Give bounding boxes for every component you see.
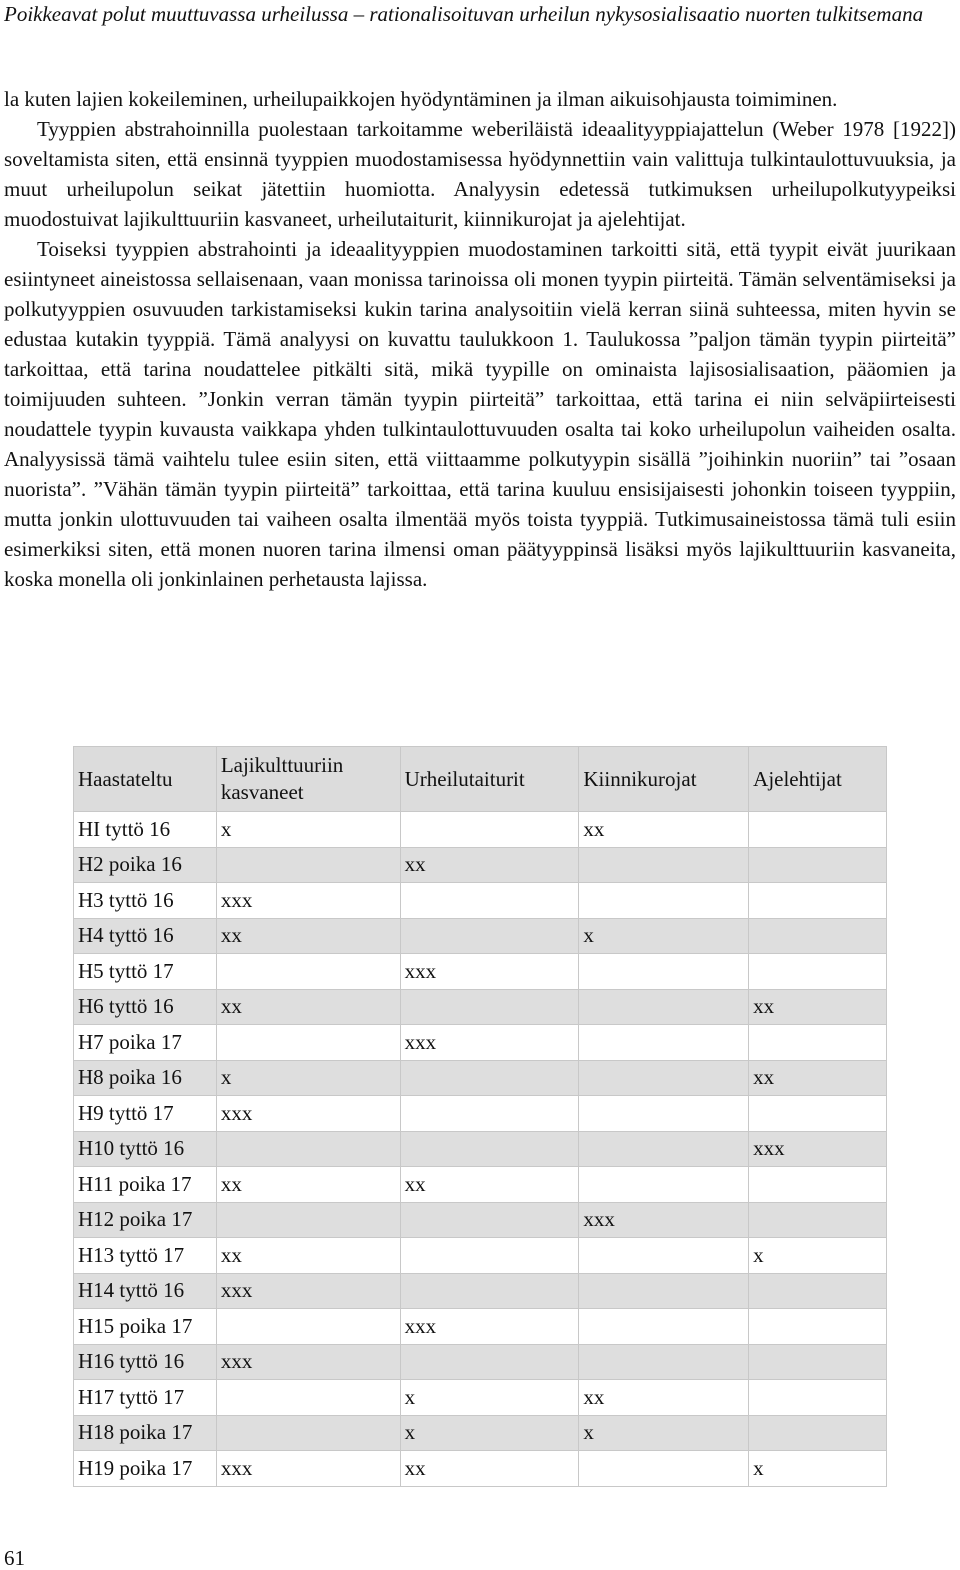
rating-cell: x bbox=[749, 1238, 887, 1274]
rating-cell: xxx bbox=[216, 1344, 400, 1380]
table-row bbox=[74, 1025, 887, 1061]
rating-cell: xx bbox=[749, 989, 887, 1025]
table-row bbox=[74, 1096, 887, 1132]
table-row bbox=[74, 1167, 887, 1203]
rating-cell bbox=[400, 1096, 579, 1132]
rating-cell bbox=[400, 1238, 579, 1274]
rating-cell bbox=[216, 847, 400, 883]
table-header-row bbox=[74, 747, 887, 812]
table-row bbox=[74, 1202, 887, 1238]
rating-cell: xx bbox=[579, 1380, 749, 1416]
interviewee-cell: H18 poika 17 bbox=[74, 1415, 217, 1451]
rating-cell bbox=[579, 1344, 749, 1380]
table-row bbox=[74, 1380, 887, 1416]
rating-cell: xxx bbox=[216, 1451, 400, 1487]
rating-cell: x bbox=[579, 918, 749, 954]
interviewee-cell: H11 poika 17 bbox=[74, 1167, 217, 1203]
rating-cell bbox=[579, 1451, 749, 1487]
rating-cell: xx bbox=[400, 1167, 579, 1203]
rating-cell bbox=[400, 989, 579, 1025]
table-row bbox=[74, 1415, 887, 1451]
column-header-interviewee: Haastateltu bbox=[74, 747, 217, 812]
rating-cell bbox=[749, 1202, 887, 1238]
rating-cell: xxx bbox=[400, 1309, 579, 1345]
rating-cell bbox=[400, 883, 579, 919]
rating-cell bbox=[579, 847, 749, 883]
rating-cell bbox=[749, 1380, 887, 1416]
table-row bbox=[74, 1451, 887, 1487]
rating-cell: xx bbox=[216, 1167, 400, 1203]
rating-cell: xxx bbox=[400, 1025, 579, 1061]
rating-cell bbox=[749, 918, 887, 954]
rating-cell: xxx bbox=[749, 1131, 887, 1167]
rating-cell: xxx bbox=[216, 883, 400, 919]
rating-cell: x bbox=[400, 1380, 579, 1416]
rating-cell: xx bbox=[749, 1060, 887, 1096]
rating-cell bbox=[749, 954, 887, 990]
rating-cell bbox=[400, 1202, 579, 1238]
type-classification-table bbox=[73, 746, 887, 1487]
rating-cell bbox=[749, 1344, 887, 1380]
table-row bbox=[74, 1238, 887, 1274]
rating-cell bbox=[400, 1344, 579, 1380]
table-row bbox=[74, 1131, 887, 1167]
table-row bbox=[74, 1273, 887, 1309]
rating-cell bbox=[579, 954, 749, 990]
table-row bbox=[74, 918, 887, 954]
rating-cell bbox=[216, 1380, 400, 1416]
rating-cell bbox=[579, 1096, 749, 1132]
rating-cell: x bbox=[400, 1415, 579, 1451]
column-header-sport-culture: Lajikulttuuriin kasvaneet bbox=[216, 747, 400, 812]
rating-cell: xx bbox=[400, 1451, 579, 1487]
column-header-sport-talents: Urheilutaiturit bbox=[400, 747, 579, 812]
rating-cell: x bbox=[579, 1415, 749, 1451]
table-row bbox=[74, 847, 887, 883]
table-row bbox=[74, 1060, 887, 1096]
rating-cell bbox=[400, 1273, 579, 1309]
rating-cell bbox=[579, 989, 749, 1025]
rating-cell bbox=[749, 1167, 887, 1203]
rating-cell: xxx bbox=[579, 1202, 749, 1238]
interviewee-cell: H19 poika 17 bbox=[74, 1451, 217, 1487]
rating-cell: x bbox=[216, 1060, 400, 1096]
interviewee-cell: H15 poika 17 bbox=[74, 1309, 217, 1345]
paragraph-continuation: la kuten lajien kokeileminen, urheilupaikkojen hyödyntäminen ja ilman aikuisohjausta toimiminen. bbox=[4, 87, 838, 111]
body-text bbox=[4, 84, 956, 594]
rating-cell: xxx bbox=[216, 1096, 400, 1132]
table-row bbox=[74, 989, 887, 1025]
rating-cell bbox=[579, 1309, 749, 1345]
table-row bbox=[74, 954, 887, 990]
interviewee-cell: H4 tyttö 16 bbox=[74, 918, 217, 954]
rating-cell bbox=[400, 1060, 579, 1096]
interviewee-cell: H8 poika 16 bbox=[74, 1060, 217, 1096]
rating-cell bbox=[579, 1273, 749, 1309]
rating-cell: xx bbox=[400, 847, 579, 883]
rating-cell bbox=[749, 1273, 887, 1309]
rating-cell: xx bbox=[216, 918, 400, 954]
rating-cell bbox=[749, 847, 887, 883]
rating-cell bbox=[749, 1415, 887, 1451]
interviewee-cell: H5 tyttö 17 bbox=[74, 954, 217, 990]
rating-cell bbox=[749, 1096, 887, 1132]
interviewee-cell: H2 poika 16 bbox=[74, 847, 217, 883]
table-row bbox=[74, 1344, 887, 1380]
rating-cell bbox=[579, 1167, 749, 1203]
rating-cell bbox=[400, 1131, 579, 1167]
rating-cell bbox=[579, 1238, 749, 1274]
interviewee-cell: H13 tyttö 17 bbox=[74, 1238, 217, 1274]
rating-cell: xx bbox=[579, 812, 749, 848]
column-header-drifters: Ajelehtijat bbox=[749, 747, 887, 812]
running-header: Poikkeavat polut muuttuvassa urheilussa – rationalisoituvan urheilun nykysosialisaatio nuorten tulkitsemana bbox=[4, 2, 924, 26]
rating-cell bbox=[749, 1025, 887, 1061]
rating-cell bbox=[216, 1415, 400, 1451]
rating-cell: xxx bbox=[216, 1273, 400, 1309]
rating-cell bbox=[216, 1309, 400, 1345]
table-row bbox=[74, 812, 887, 848]
rating-cell: xxx bbox=[400, 954, 579, 990]
interviewee-cell: H17 tyttö 17 bbox=[74, 1380, 217, 1416]
table-row bbox=[74, 1309, 887, 1345]
rating-cell bbox=[579, 883, 749, 919]
rating-cell bbox=[216, 1025, 400, 1061]
rating-cell: xx bbox=[216, 989, 400, 1025]
rating-cell: x bbox=[216, 812, 400, 848]
rating-cell: xx bbox=[216, 1238, 400, 1274]
interviewee-cell: H16 tyttö 16 bbox=[74, 1344, 217, 1380]
table-body bbox=[74, 812, 887, 1487]
rating-cell bbox=[579, 1060, 749, 1096]
paragraph-type-abstraction: Tyyppien abstrahoinnilla puolestaan tarkoitamme weberiläistä ideaalityyppiajattelun (Weber 1978 [1922]) soveltamista siten, että ensinnä tyyppien muodostamisessa hyödynnettiin vain valittuja tulkintaulottuvuuksia, ja muut urheilupolun seikat jätettiin huomiotta. Analyysin edetessä tutkimuksen urheilupolkutyypeiksi muodostuivat lajikulttuuriin kasvaneet, urheilutaiturit, kiinnikurojat ja ajelehtijat. bbox=[4, 117, 956, 231]
column-header-attachers: Kiinnikurojat bbox=[579, 747, 749, 812]
rating-cell bbox=[579, 1131, 749, 1167]
rating-cell bbox=[749, 1309, 887, 1345]
rating-cell bbox=[749, 883, 887, 919]
table-row bbox=[74, 883, 887, 919]
paragraph-ideal-types: Toiseksi tyyppien abstrahointi ja ideaalityyppien muodostaminen tarkoitti sitä, että tyypit eivät juurikaan esiintyneet aineistossa sellaisenaan, vaan monissa tarinoissa oli monen tyypin piirteitä. Tämän selventämiseksi ja polkutyyppien osuvuuden tarkistamiseksi kukin tarina analysoitiin vielä kerran siinä suhteessa, miten hyvin se edustaa kutakin tyyppiä. Tämä analyysi on kuvattu taulukkoon 1. Taulukossa ”paljon tämän tyypin piirteitä” tarkoittaa, että tarina noudattelee pitkälti sitä, mikä tyypille on ominaista lajisosialisaation, pääomien ja toimijuuden suhteen. ”Jonkin verran tämän tyypin piirteitä” tarkoittaa, että tarina ei niin selväpiirteisesti noudattele tyypin kuvausta vaikkapa yhden tulkintaulottuvuuden osalta tai koko urheilupolun vaiheiden osalta. Analyysissä tämä vaihtelu tulee esiin siten, että viittaamme polkutyypin sisällä ”joihinkin nuoriin” tai ”osaan nuorista”. ”Vähän tämän tyypin piirteitä” tarkoittaa, että tarina kuuluu ensisijaisesti johonkin toiseen tyyppiin, mutta jonkin ulottuvuuden tai vaiheen osalta ilmentää myös toista tyyppiä. Tutkimusaineistossa tämä tuli esiin esimerkiksi siten, että monen nuoren tarina ilmensi oman päätyyppinsä lisäksi myös lajikulttuuriin kasvaneita, koska monella oli jonkinlainen perhetausta lajissa. bbox=[4, 237, 956, 591]
interviewee-cell: H10 tyttö 16 bbox=[74, 1131, 217, 1167]
interviewee-cell: H9 tyttö 17 bbox=[74, 1096, 217, 1132]
rating-cell bbox=[400, 918, 579, 954]
rating-cell bbox=[579, 1025, 749, 1061]
rating-cell bbox=[216, 1131, 400, 1167]
interviewee-cell: H7 poika 17 bbox=[74, 1025, 217, 1061]
rating-cell: x bbox=[749, 1451, 887, 1487]
interviewee-cell: H12 poika 17 bbox=[74, 1202, 217, 1238]
interviewee-cell: H14 tyttö 16 bbox=[74, 1273, 217, 1309]
interviewee-cell: HI tyttö 16 bbox=[74, 812, 217, 848]
page-number: 61 bbox=[4, 1546, 25, 1570]
rating-cell bbox=[400, 812, 579, 848]
interviewee-cell: H6 tyttö 16 bbox=[74, 989, 217, 1025]
interviewee-cell: H3 tyttö 16 bbox=[74, 883, 217, 919]
rating-cell bbox=[216, 1202, 400, 1238]
rating-cell bbox=[749, 812, 887, 848]
rating-cell bbox=[216, 954, 400, 990]
